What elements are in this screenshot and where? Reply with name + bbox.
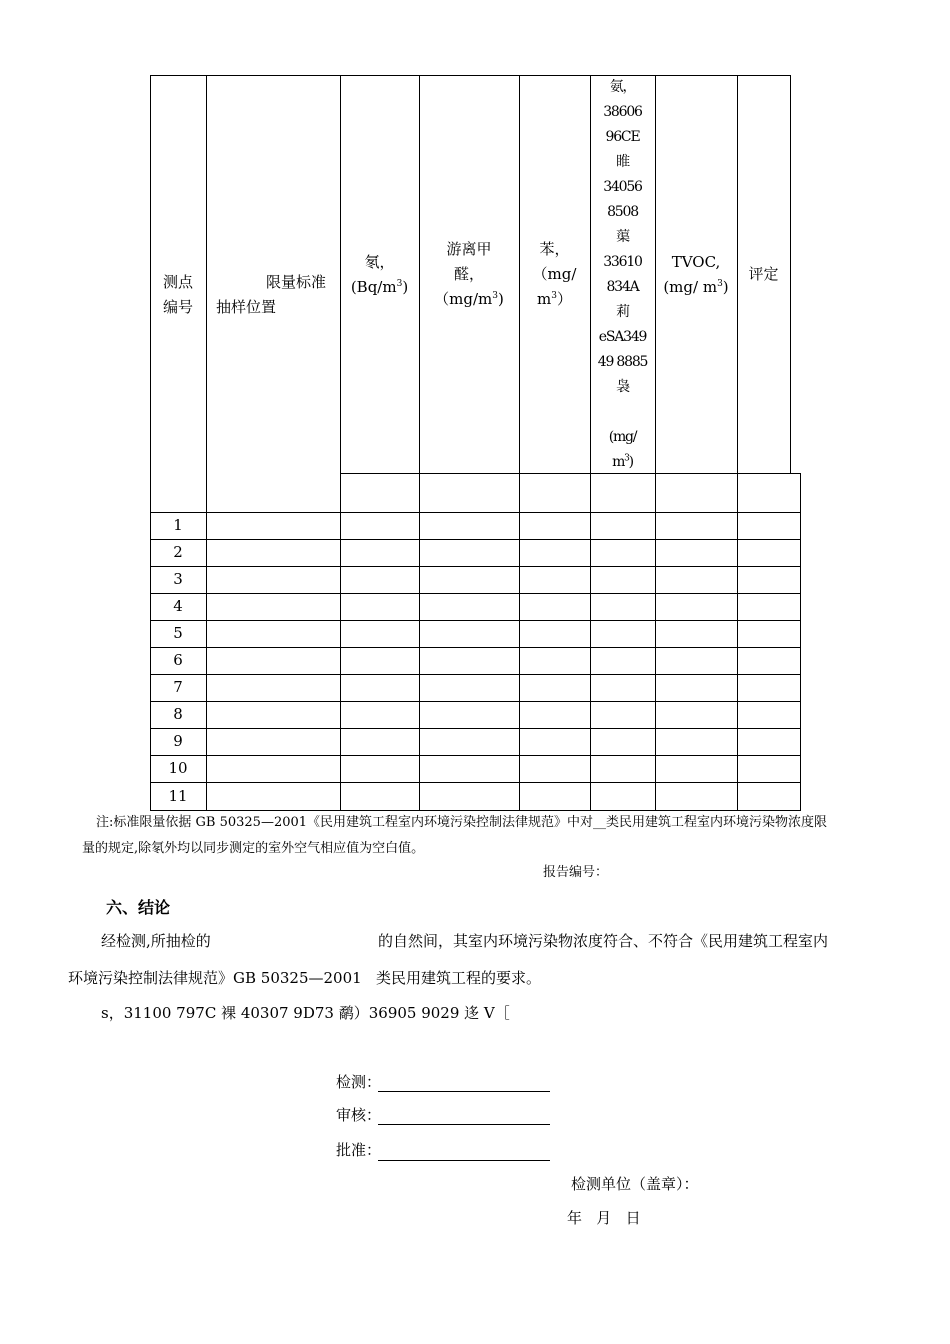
header-sampling-location: 抽样位置 <box>216 298 277 316</box>
formaldehyde-unit: （mg/m <box>434 290 493 308</box>
formaldehyde-unit-sup: 3 <box>492 291 498 301</box>
header-evaluation: 评定 <box>748 265 779 283</box>
benzene-unit-sup: 3 <box>551 291 557 301</box>
tvoc-unit-sup: 3 <box>717 279 723 289</box>
ammonia-l9: 莉 <box>616 304 629 320</box>
ammonia-l2: 96CE <box>605 129 640 145</box>
row-number-2: 2 <box>173 543 183 561</box>
formaldehyde-label1: 游离甲 <box>446 240 492 258</box>
header-limit-standard: 限量标准 <box>266 273 327 291</box>
section-title: 六、结论 <box>106 898 171 917</box>
ammonia-l7: 33610 <box>603 254 642 270</box>
note-line1-end: 类民用建筑工程室内环境污染物浓度限 <box>606 815 828 830</box>
row-number-8: 8 <box>173 705 183 723</box>
review-label: 审核： <box>336 1106 382 1124</box>
ammonia-l11: 49 8885 <box>597 354 648 370</box>
note-line1: 注:标准限量依据 GB 50325—2001《民用建筑工程室内环境污染控制法律规范》中对 <box>96 815 594 830</box>
header-ammonia <box>590 75 655 475</box>
header-benzene <box>519 237 590 312</box>
ammonia-l3: 睢 <box>616 154 629 170</box>
ammonia-unit1: (mg/ <box>608 429 637 445</box>
row-number-5: 5 <box>173 624 183 642</box>
conclusion-para3: s，31100 797C 裸 40307 9D73 鹬）36905 9029 迻 V［ <box>101 1004 510 1022</box>
ammonia-l12: 袅 <box>616 379 629 395</box>
formaldehyde-label2: 醛， <box>453 265 484 283</box>
review-signature-line[interactable] <box>378 1124 550 1125</box>
row-number-9: 9 <box>173 732 183 750</box>
testing-unit-label: 检测单位（盖章）： <box>571 1175 699 1193</box>
benzene-unit1: （mg/ <box>532 265 577 283</box>
tvoc-unit: (mg/ m <box>663 278 718 296</box>
ammonia-l8: 834A <box>606 279 639 295</box>
radon-unit-sup: 3 <box>396 279 403 289</box>
conclusion-para1-start: 经检测,所抽检的 <box>101 932 211 950</box>
header-point-line2: 编号 <box>162 298 193 316</box>
row-number-11: 11 <box>168 787 188 805</box>
date-label: 年 月 日 <box>567 1209 641 1227</box>
ammonia-unit2: m <box>612 454 625 470</box>
conclusion-para2: 环境污染控制法律规范》GB 50325—2001 类民用建筑工程的要求。 <box>68 969 541 987</box>
ammonia-l5: 8508 <box>607 204 638 220</box>
row-number-10: 10 <box>168 759 188 777</box>
conclusion-para1-end: 的自然间，其室内环境污染物浓度符合、不符合《民用建筑工程室内 <box>378 932 829 950</box>
ammonia-l4: 34056 <box>603 179 642 195</box>
row-number-7: 7 <box>173 678 183 696</box>
header-point-line1: 测点 <box>162 273 193 291</box>
ammonia-l6: 蕖 <box>616 229 629 245</box>
benzene-unit-close: ） <box>556 290 572 308</box>
ammonia-unit-close: ) <box>628 454 633 470</box>
header-tvoc <box>655 250 737 300</box>
row-number-4: 4 <box>173 597 183 615</box>
row-number-6: 6 <box>173 651 183 669</box>
report-number-label: 报告编号： <box>543 865 609 880</box>
benzene-unit2: m <box>537 290 552 308</box>
header-radon <box>340 250 419 300</box>
row-number-3: 3 <box>173 570 183 588</box>
row-number-1: 1 <box>173 516 183 534</box>
note-line2: 量的规定,除氡外均以同步测定的室外空气相应值为空白值。 <box>82 841 425 856</box>
header-formaldehyde <box>419 237 519 312</box>
header-point-number <box>150 270 206 320</box>
radon-unit: (Bq/m <box>350 278 397 296</box>
ammonia-l0: 氨， <box>609 79 636 95</box>
note-blank: __ <box>593 815 607 830</box>
formaldehyde-unit-close: ) <box>497 290 504 308</box>
ammonia-l1: 38606 <box>603 104 642 120</box>
test-signature-line[interactable] <box>378 1091 550 1092</box>
approve-signature-line[interactable] <box>378 1160 550 1161</box>
tvoc-unit-close: ) <box>722 278 729 296</box>
test-label: 检测： <box>336 1073 382 1091</box>
approve-label: 批准： <box>336 1141 382 1159</box>
radon-label: 氡， <box>364 253 395 271</box>
table-note <box>96 812 896 834</box>
radon-unit-close: ) <box>402 278 409 296</box>
tvoc-label: TVOC, <box>671 253 721 271</box>
ammonia-l10: eSA349 <box>598 329 647 345</box>
benzene-label: 苯， <box>539 240 570 258</box>
ammonia-unit-sup: 3 <box>624 453 629 464</box>
